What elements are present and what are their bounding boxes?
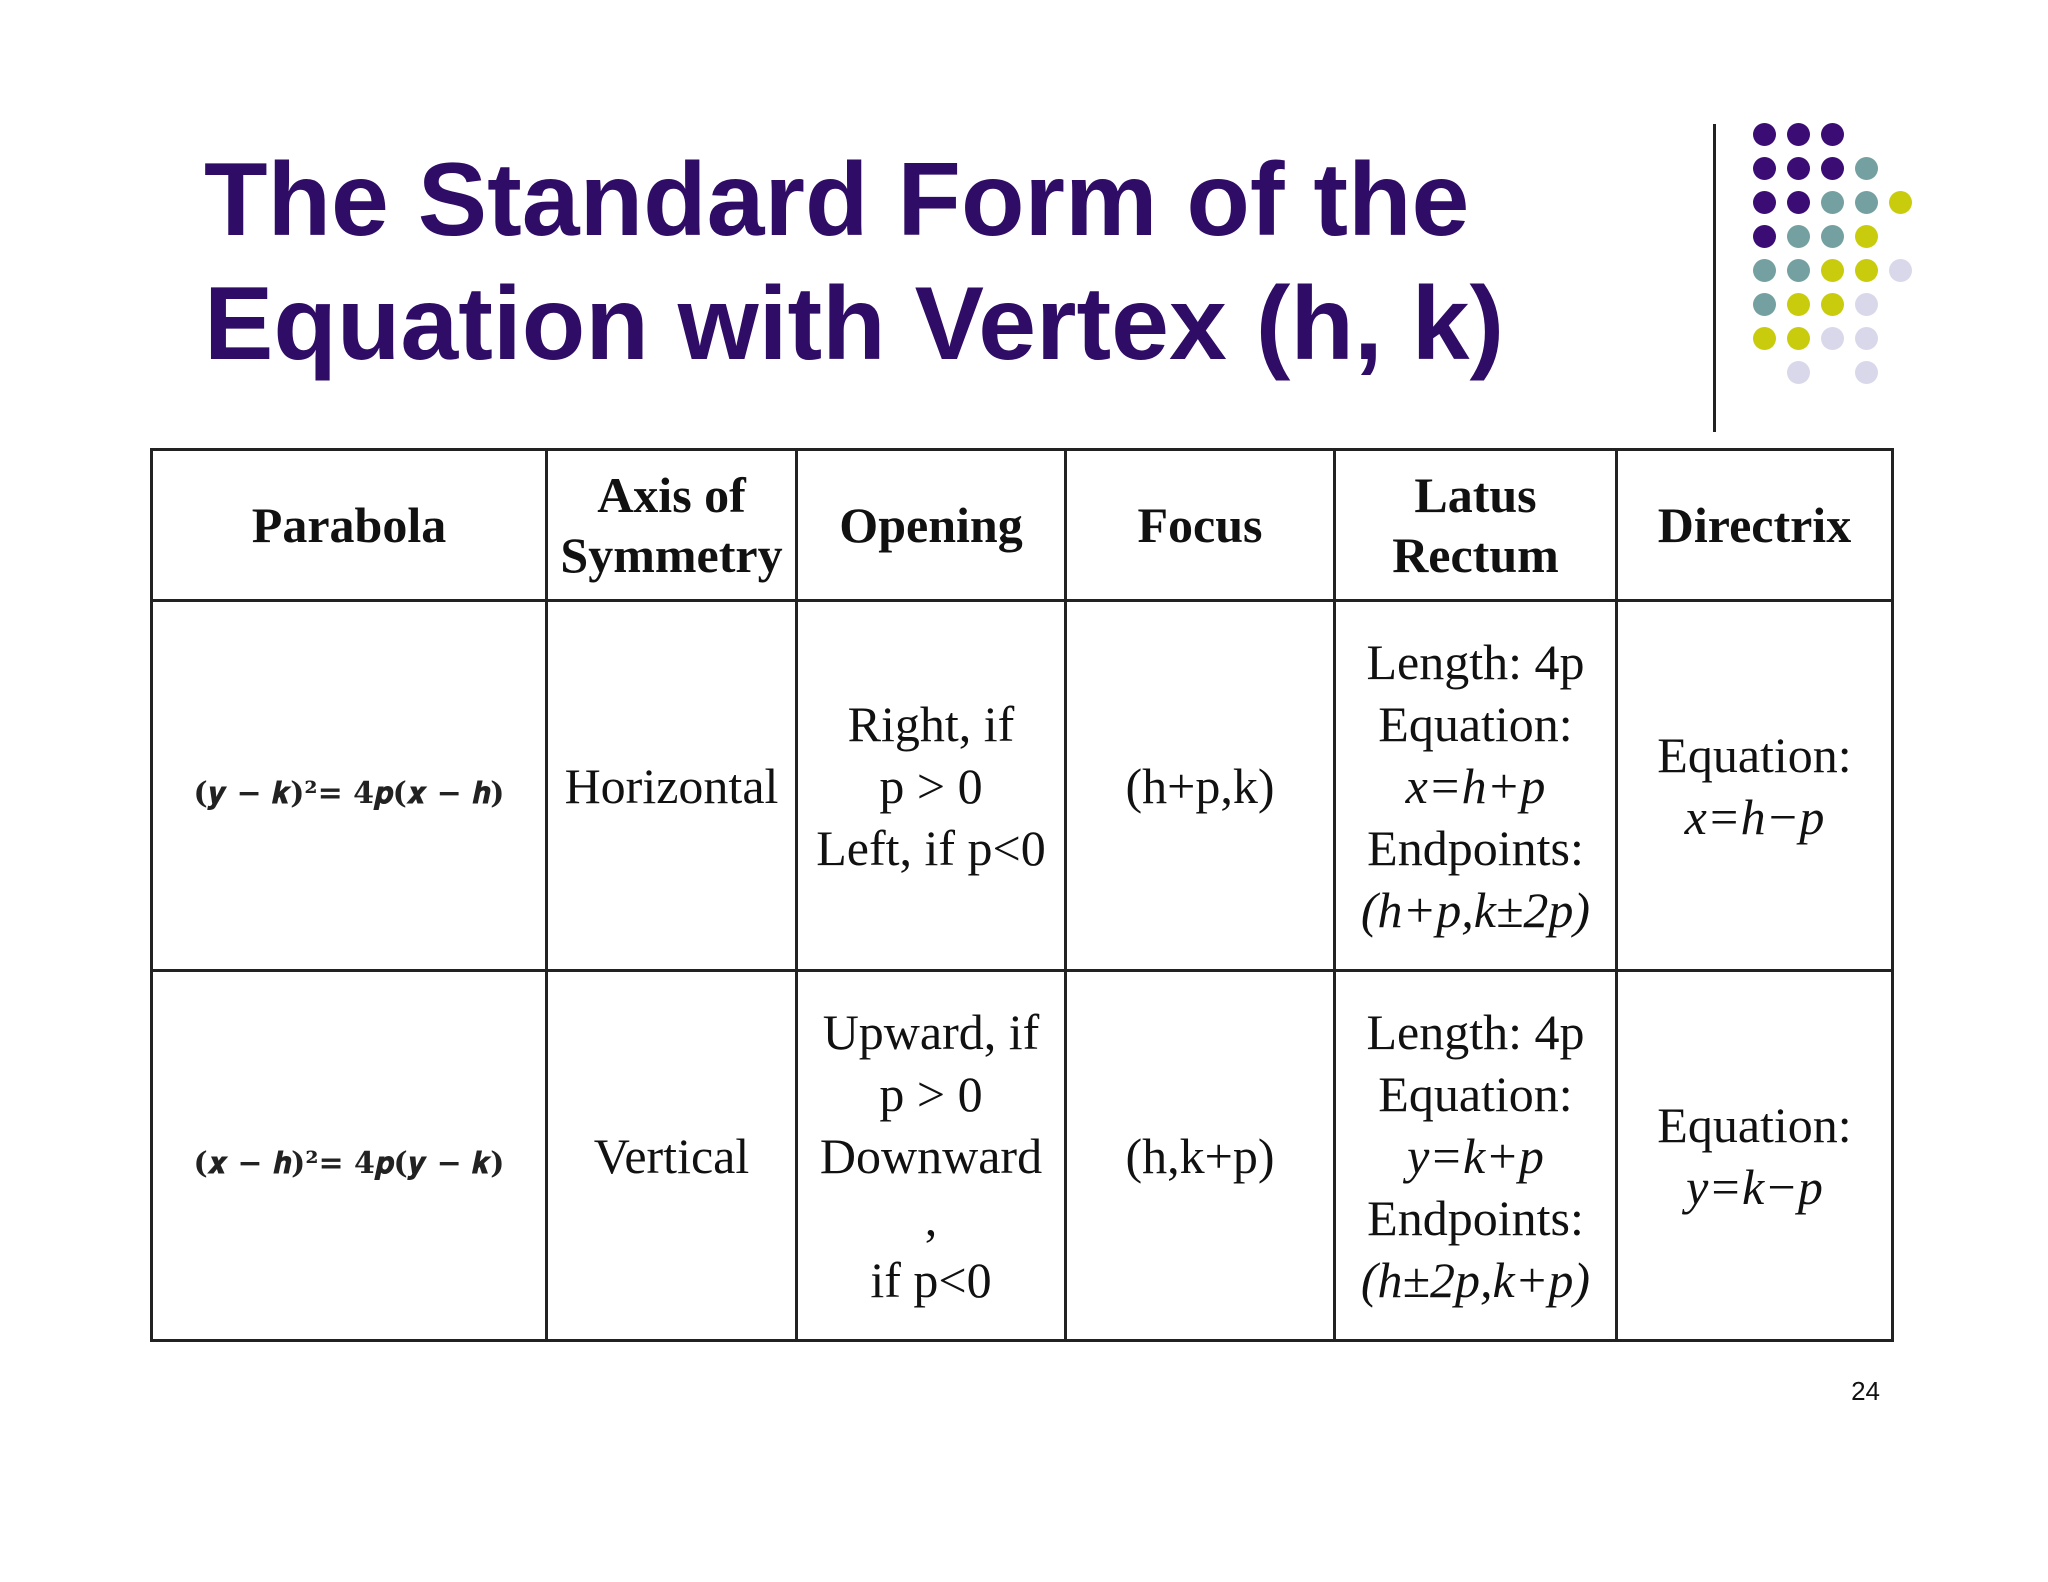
latus-line-5: (h+p,k±2p) — [1360, 881, 1591, 938]
decor-dot-teal — [1855, 191, 1878, 214]
cell-axis: Horizontal — [547, 601, 797, 971]
slide-title — [204, 138, 1644, 386]
cell-equation — [152, 971, 547, 1341]
decor-dot-lime — [1855, 259, 1878, 282]
cell-directrix — [1617, 601, 1893, 971]
opening-line-5: if p<0 — [870, 1251, 992, 1308]
equation-text: (𝒚 − 𝒌)²= 𝟒𝒑(𝒙 − 𝒉) — [193, 775, 505, 811]
opening-line-1: Right, if — [847, 695, 1015, 752]
equation-text: (𝒙 − 𝒉)²= 𝟒𝒑(𝒚 − 𝒌) — [193, 1145, 505, 1181]
header-directrix: Directrix — [1617, 450, 1893, 601]
latus-line-3: x=h+p — [1405, 757, 1546, 814]
header-focus: Focus — [1066, 450, 1335, 601]
opening-line-2: p > 0 — [879, 757, 983, 814]
directrix-line-2: x=h−p — [1684, 788, 1825, 845]
header-latus-rectum — [1335, 450, 1617, 601]
header-opening: Opening — [797, 450, 1066, 601]
cell-opening — [797, 601, 1066, 971]
latus-line-5: (h±2p,k+p) — [1360, 1251, 1591, 1308]
title-line-1: The Standard Form of the — [204, 142, 1470, 258]
decor-dot-lime — [1753, 327, 1776, 350]
decor-dot-purple — [1787, 123, 1810, 146]
divider-line — [1713, 124, 1716, 432]
decor-dot-lime — [1821, 293, 1844, 316]
decor-dot-purple — [1821, 123, 1844, 146]
decor-dot-lime — [1855, 225, 1878, 248]
table-row — [152, 601, 1893, 971]
parabola-table — [150, 448, 1894, 1342]
decor-dot-teal — [1753, 259, 1776, 282]
decor-dot-teal — [1787, 225, 1810, 248]
header-latus-line-2: Rectum — [1392, 527, 1559, 583]
cell-equation — [152, 601, 547, 971]
decor-dot-lime — [1787, 327, 1810, 350]
cell-axis: Vertical — [547, 971, 797, 1341]
decor-dot-purple — [1821, 157, 1844, 180]
opening-line-3: Downward — [819, 1127, 1043, 1184]
decor-dot-lavender — [1855, 293, 1878, 316]
decor-dot-lime — [1821, 259, 1844, 282]
latus-line-4: Endpoints: — [1367, 819, 1584, 876]
header-axis-of-symmetry — [547, 450, 797, 601]
cell-latus-rectum — [1335, 601, 1617, 971]
title-line-2: Equation with Vertex (h, k) — [204, 266, 1505, 382]
decor-dot-lavender — [1855, 361, 1878, 384]
directrix-line-2: y=k−p — [1686, 1158, 1823, 1215]
latus-line-2: Equation: — [1378, 1065, 1573, 1122]
header-axis-line-2: Symmetry — [560, 527, 783, 583]
decor-dot-purple — [1753, 157, 1776, 180]
decor-dot-purple — [1753, 191, 1776, 214]
opening-line-2: p > 0 — [879, 1065, 983, 1122]
decor-dot-purple — [1787, 157, 1810, 180]
decor-dot-lavender — [1889, 259, 1912, 282]
opening-line-3: Left, if p<0 — [816, 819, 1046, 876]
latus-line-2: Equation: — [1378, 695, 1573, 752]
decor-dot-teal — [1821, 225, 1844, 248]
decor-dot-purple — [1787, 191, 1810, 214]
header-axis-line-1: Axis of — [597, 467, 746, 523]
decor-dot-teal — [1787, 259, 1810, 282]
latus-line-4: Endpoints: — [1367, 1189, 1584, 1246]
decor-dot-lavender — [1787, 361, 1810, 384]
latus-line-3: y=k+p — [1407, 1127, 1544, 1184]
header-latus-line-1: Latus — [1414, 467, 1537, 523]
decor-dot-purple — [1753, 123, 1776, 146]
decor-dot-teal — [1753, 293, 1776, 316]
decor-dot-teal — [1855, 157, 1878, 180]
latus-line-1: Length: 4p — [1366, 1003, 1585, 1060]
opening-line-4: , — [924, 1189, 938, 1246]
cell-opening — [797, 971, 1066, 1341]
cell-latus-rectum — [1335, 971, 1617, 1341]
cell-directrix — [1617, 971, 1893, 1341]
header-parabola: Parabola — [152, 450, 547, 601]
decor-dot-teal — [1821, 191, 1844, 214]
cell-focus: (h,k+p) — [1066, 971, 1335, 1341]
decor-dot-lavender — [1821, 327, 1844, 350]
cell-focus: (h+p,k) — [1066, 601, 1335, 971]
table-row — [152, 971, 1893, 1341]
decor-dot-lavender — [1855, 327, 1878, 350]
latus-line-1: Length: 4p — [1366, 633, 1585, 690]
table-header-row — [152, 450, 1893, 601]
decor-dot-lime — [1889, 191, 1912, 214]
directrix-line-1: Equation: — [1657, 1096, 1852, 1153]
opening-line-1: Upward, if — [822, 1003, 1040, 1060]
decor-dot-purple — [1753, 225, 1776, 248]
decor-dot-lime — [1787, 293, 1810, 316]
page-number: 24 — [1851, 1376, 1880, 1406]
directrix-line-1: Equation: — [1657, 726, 1852, 783]
